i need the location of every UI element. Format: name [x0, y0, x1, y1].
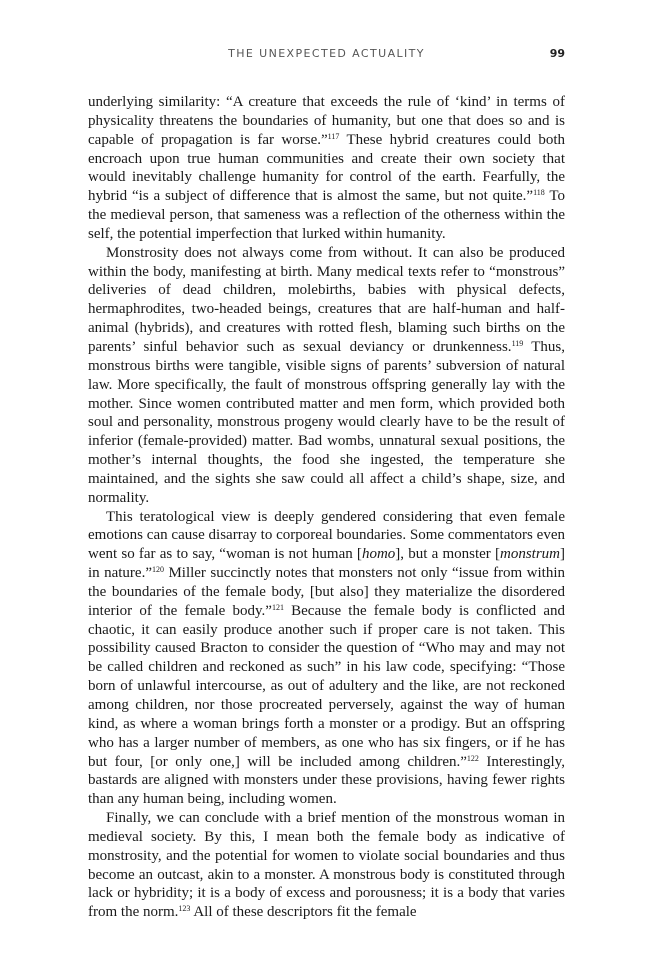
paragraph	[88, 244, 565, 508]
text-run: underlying similarity: “A creature that exceeds the rule of ‘kind’ in terms of physicality threatens the boundaries of humanity, but one that does so and is capable of propagation is far worse.”	[88, 94, 565, 148]
italic-term: homo	[361, 546, 396, 563]
text-run: These hybrid creatures could both encroach upon true human communities and create their own society that would inevitably challenge humanity for control of the earth. Fearfully, the hybrid “is a subject of difference that is almost the same, but not quite.”	[88, 131, 566, 205]
text-run: Thus, monstrous births were tangible, visible signs of parents’ subversion of natural law. More specifically, the fault of monstrous offspring generally lay with the mother. Since women contributed matter and men form, which provided both soul and personality, monstrous progeny would clearly have to be the result of inferior (female-provided) matter. Bad wombs, unnatural sexual positions, the mother’s internal thoughts, the food she ingested, the temperature she maintained, and the sights she saw could all affect a child’s shape, size, and normality.	[88, 338, 565, 506]
footnote-ref: 121	[271, 602, 284, 612]
text-run: Monstrosity does not always come from without. It can also be produced within the body, manifesting at birth. Many medical texts refer to “monstrous” deliveries of dead children, molebirths, babies with physical defects, hermaphrodites, two-headed beings, creatures that are half-human and half-animal (hybrids), and creatures with rotted flesh, blaming such births on the parents’ sinful behavior such as sexual deviancy or drunkenness.	[88, 244, 565, 355]
text-run: ], but a monster [	[395, 546, 500, 563]
page-number: 99	[549, 47, 565, 60]
text-run: Finally, we can conclude with a brief mention of the monstrous woman in medieval society. By this, I mean both the female body as indicative of monstrosity, and the potential for women to violate social boundaries and thus become an outcast, akin to a monster. A monstrous body is constituted through lack or hybridity; it is a body of excess and porousness; it is a body that varies from the norm.	[88, 810, 565, 921]
body-text	[88, 93, 565, 922]
text-run: ] in nature.”	[88, 546, 566, 582]
footnote-ref: 119	[511, 338, 524, 348]
footnote-ref: 118	[533, 188, 545, 198]
footnote-ref: 122	[466, 753, 479, 763]
footnote-ref: 123	[178, 904, 191, 914]
italic-term: monstrum	[500, 546, 561, 563]
footnote-ref: 117	[327, 131, 340, 141]
paragraph	[88, 93, 565, 244]
paragraph	[88, 809, 565, 922]
text-run: All of these descriptors fit the female	[190, 904, 417, 921]
text-run: Because the female body is conflicted and chaotic, it can easily produce another such if proper care is not taken. This possibility caused Bracton to consider the question of “Who may and may not be called children and reckoned as such” in his law code, specifying: “Those born of unlawful intercourse, as out of adultery and the like, are not reckoned among children, nor those procreated perversely, against the way of human kind, as where a woman brings forth a monster or a prodigy. But an offspring who has a larger number of members, as one who has six fingers, or if he has but four, [or only one,] will be included among children.”	[88, 602, 565, 770]
text-run: This teratological view is deeply gendered considering that even female emotions can cause disarray to corporeal boundaries. Some commentators even went so far as to say, “woman is not human [	[88, 508, 565, 563]
running-title: THE UNEXPECTED ACTUALITY	[228, 47, 425, 60]
footnote-ref: 120	[152, 565, 164, 575]
running-head	[88, 47, 565, 63]
text-run: Miller succinctly notes that monsters not only “issue from within the boundaries of the female body, [but also] they materialize the disordered interior of the female body.”	[88, 565, 565, 619]
text-run: Interestingly, bastards are aligned with monsters under these provisions, having fewer rights than any human being, including women.	[88, 753, 565, 808]
text-run: To the medieval person, that sameness was a reflection of the otherness within the self, the potential imperfection that lurked within humanity.	[88, 188, 565, 242]
paragraph	[88, 508, 565, 810]
